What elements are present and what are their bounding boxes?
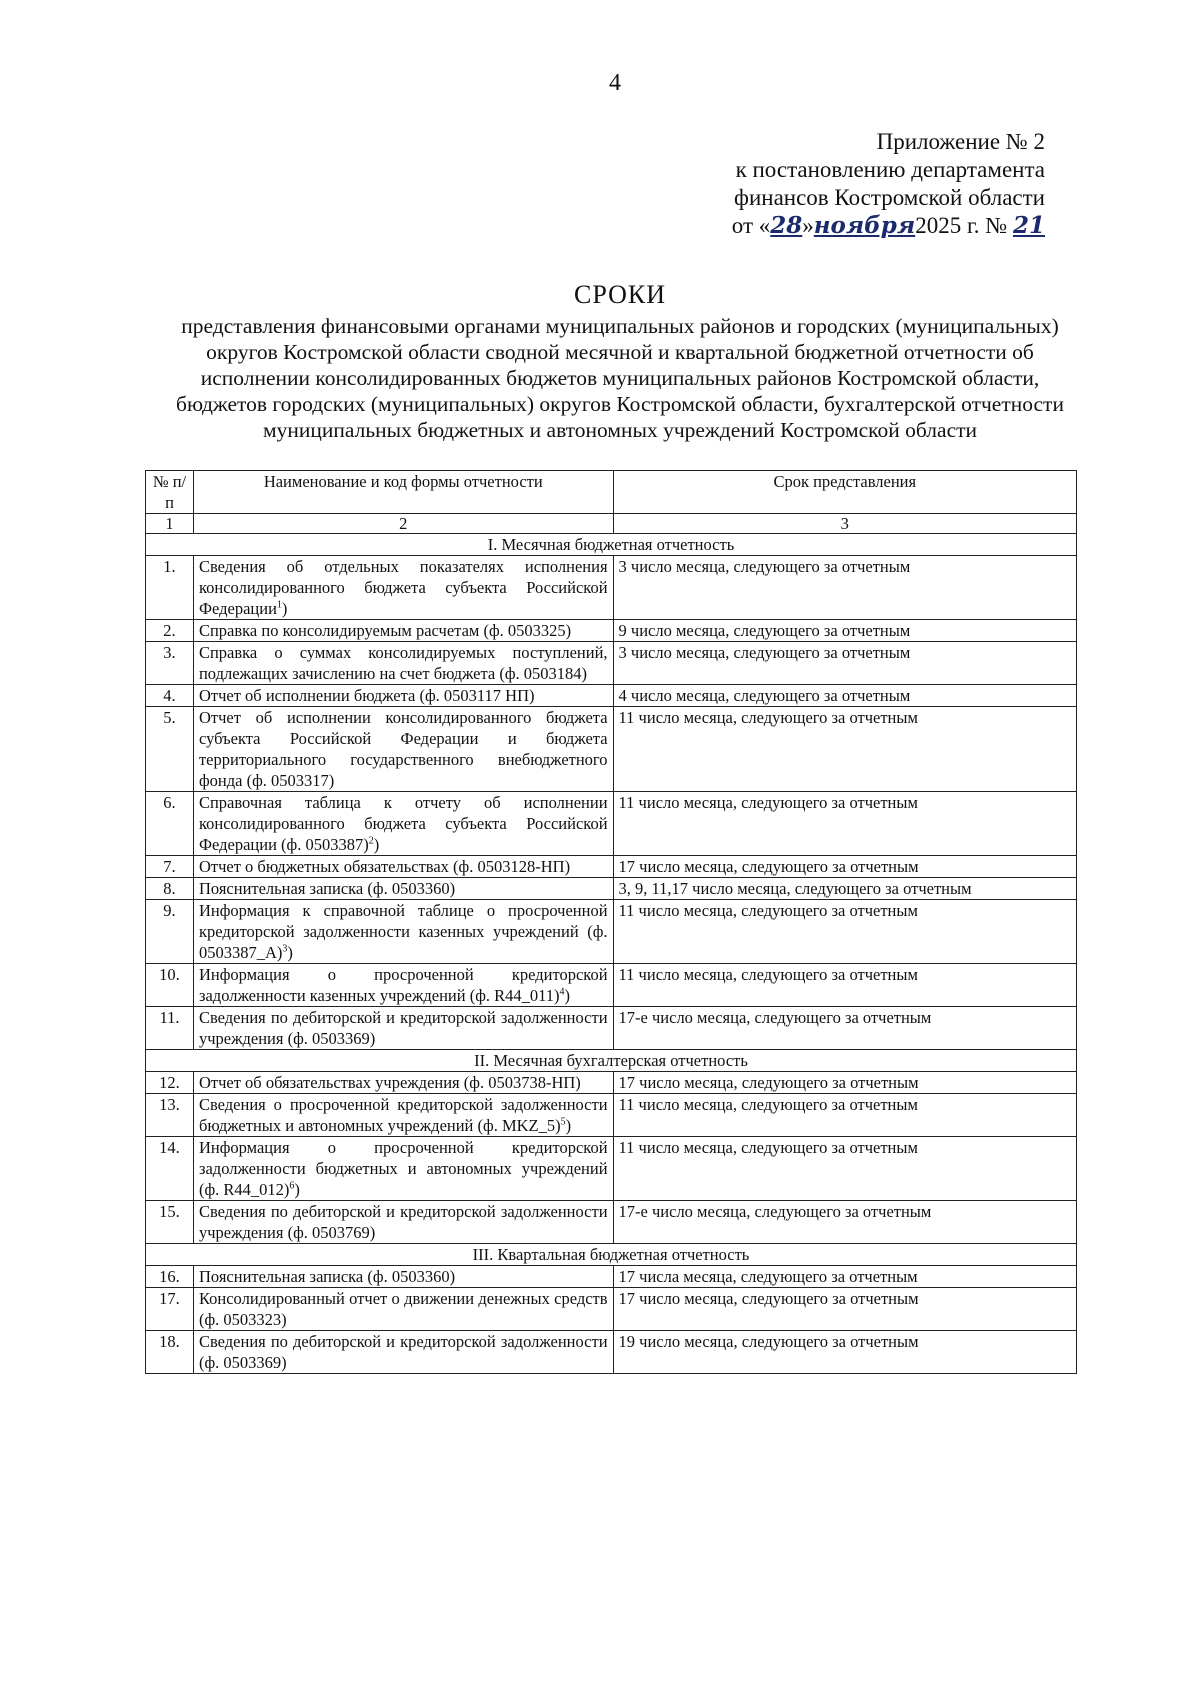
column-index-row: [146, 514, 1077, 534]
closing-paren: ): [294, 1180, 300, 1199]
form-name: Консолидированный отчет о движении денежных средств (ф. 0503323): [198, 1289, 608, 1329]
deadline: 3 число месяца, следующего за отчетным: [613, 642, 1076, 685]
deadline: 19 число месяца, следующего за отчетным: [613, 1331, 1076, 1374]
deadline: 11 число месяца, следующего за отчетным: [613, 1137, 1076, 1201]
table-row: [146, 856, 1077, 878]
closing-paren: ): [281, 599, 288, 618]
footnote-marker: 2: [368, 835, 374, 847]
handwritten-month: ноября: [813, 212, 916, 239]
form-name: Отчет об исполнении бюджета (ф. 0503117 НП): [198, 686, 535, 705]
closing-paren: ): [373, 835, 380, 854]
deadline: 17 числа месяца, следующего за отчетным: [613, 1266, 1076, 1288]
footnote-marker: 1: [276, 599, 282, 611]
form-name-cell: [193, 1288, 613, 1331]
header-deadline: Срок представления: [613, 471, 1076, 514]
deadline: 17-е число месяца, следующего за отчетным: [613, 1007, 1076, 1050]
form-name-cell: [193, 856, 613, 878]
appendix-department: финансов Костромской области: [734, 185, 1045, 210]
form-name: Информация о просроченной кредиторской задолженности бюджетных и автономных учреждений (ф. R44_012): [198, 1138, 608, 1199]
table-body: [146, 534, 1077, 1374]
table-row: [146, 964, 1077, 1007]
document-subtitle: [140, 313, 1100, 443]
form-name: Пояснительная записка (ф. 0503360): [198, 879, 456, 898]
table-row: [146, 900, 1077, 964]
form-name-cell: [193, 1331, 613, 1374]
appendix-reference: к постановлению департамента: [735, 157, 1045, 182]
section-row: [146, 1050, 1077, 1072]
section-row: [146, 1244, 1077, 1266]
section-title: III. Квартальная бюджетная отчетность: [146, 1244, 1077, 1266]
form-name-cell: [193, 792, 613, 856]
table-row: [146, 1266, 1077, 1288]
form-name: Справка по консолидируемым расчетам (ф. 0503325): [198, 621, 572, 640]
form-name: Сведения о просроченной кредиторской задолженности бюджетных и автономных учреждений (ф. MKZ_5): [198, 1095, 608, 1135]
row-number: 5.: [146, 707, 194, 792]
form-name-cell: [193, 1137, 613, 1201]
table-row: [146, 792, 1077, 856]
section-row: [146, 534, 1077, 556]
deadline: 17 число месяца, следующего за отчетным: [613, 1288, 1076, 1331]
form-name: Отчет об исполнении консолидированного бюджета субъекта Российской Федерации и бюджета территориального государственного внебюджетного фонда (ф. 0503317): [198, 708, 608, 790]
row-number: 1.: [146, 556, 194, 620]
form-name: Отчет об обязательствах учреждения (ф. 0503738-НП): [198, 1073, 581, 1092]
deadline: 17 число месяца, следующего за отчетным: [613, 856, 1076, 878]
row-number: 14.: [146, 1137, 194, 1201]
subtitle-line: округов Костромской области сводной месячной и квартальной бюджетной отчетности об: [206, 340, 1034, 364]
row-number: 9.: [146, 900, 194, 964]
row-number: 15.: [146, 1201, 194, 1244]
row-number: 18.: [146, 1331, 194, 1374]
column-index: 1: [146, 514, 194, 534]
appendix-date-line: [690, 212, 1045, 240]
footnote-marker: 4: [559, 986, 565, 998]
closing-paren: ): [564, 986, 571, 1005]
deadline: 17 число месяца, следующего за отчетным: [613, 1072, 1076, 1094]
row-number: 12.: [146, 1072, 194, 1094]
form-name: Сведения об отдельных показателях исполнения консолидированного бюджета субъекта Российской Федерации: [198, 557, 608, 618]
footnote-marker: 6: [289, 1180, 295, 1192]
date-mid: »: [802, 213, 814, 238]
closing-paren: ): [565, 1116, 572, 1135]
date-year: 2025 г. №: [915, 213, 1008, 238]
form-name-cell: [193, 1007, 613, 1050]
deadline: 3 число месяца, следующего за отчетным: [613, 556, 1076, 620]
appendix-title: Приложение № 2: [876, 129, 1045, 154]
form-name-cell: [193, 1201, 613, 1244]
row-number: 3.: [146, 642, 194, 685]
form-name-cell: [193, 642, 613, 685]
form-name: Информация к справочной таблице о просроченной кредиторской задолженности казенных учреждений (ф. 0503387_А): [198, 901, 608, 962]
form-name: Отчет о бюджетных обязательствах (ф. 0503128-НП): [198, 857, 571, 876]
subtitle-line: представления финансовыми органами муниципальных районов и городских (муниципальных): [181, 314, 1059, 338]
subtitle-line: исполнении консолидированных бюджетов муниципальных районов Костромской области,: [200, 366, 1040, 390]
column-index: 2: [193, 514, 613, 534]
table-row: [146, 620, 1077, 642]
form-name-cell: [193, 1094, 613, 1137]
form-name-cell: [193, 878, 613, 900]
column-index: 3: [613, 514, 1076, 534]
header-number: № п/п: [146, 471, 194, 514]
form-name: Справка о суммах консолидируемых поступлений, подлежащих зачислению на счет бюджета (ф. 0503184): [198, 643, 608, 683]
row-number: 11.: [146, 1007, 194, 1050]
deadline: 17-е число месяца, следующего за отчетным: [613, 1201, 1076, 1244]
row-number: 10.: [146, 964, 194, 1007]
table-row: [146, 1072, 1077, 1094]
subtitle-line: муниципальных бюджетных и автономных учреждений Костромской области: [262, 418, 978, 442]
reporting-deadlines-table: [145, 470, 1077, 1374]
form-name: Справочная таблица к отчету об исполнении консолидированного бюджета субъекта Российской Федерации (ф. 0503387): [198, 793, 608, 854]
deadline: 11 число месяца, следующего за отчетным: [613, 707, 1076, 792]
form-name: Сведения по дебиторской и кредиторской задолженности учреждения (ф. 0503369): [198, 1008, 608, 1048]
form-name: Сведения по дебиторской и кредиторской задолженности (ф. 0503369): [198, 1332, 608, 1372]
form-name: Пояснительная записка (ф. 0503360): [198, 1267, 456, 1286]
table-row: [146, 1201, 1077, 1244]
section-title: II. Месячная бухгалтерская отчетность: [146, 1050, 1077, 1072]
footnote-marker: 5: [560, 1116, 566, 1128]
row-number: 4.: [146, 685, 194, 707]
form-name-cell: [193, 685, 613, 707]
deadline: 11 число месяца, следующего за отчетным: [613, 900, 1076, 964]
handwritten-doc-number: 21: [1012, 212, 1045, 239]
form-name-cell: [193, 900, 613, 964]
deadline: 11 число месяца, следующего за отчетным: [613, 964, 1076, 1007]
deadline: 9 число месяца, следующего за отчетным: [613, 620, 1076, 642]
table-row: [146, 1137, 1077, 1201]
form-name-cell: [193, 1266, 613, 1288]
form-name-cell: [193, 620, 613, 642]
row-number: 2.: [146, 620, 194, 642]
row-number: 16.: [146, 1266, 194, 1288]
table-row: [146, 878, 1077, 900]
form-name-cell: [193, 1072, 613, 1094]
deadline: 4 число месяца, следующего за отчетным: [613, 685, 1076, 707]
footnote-marker: 3: [282, 943, 288, 955]
form-name-cell: [193, 556, 613, 620]
table-row: [146, 685, 1077, 707]
row-number: 13.: [146, 1094, 194, 1137]
document-title: СРОКИ: [573, 280, 666, 309]
row-number: 7.: [146, 856, 194, 878]
closing-paren: ): [287, 943, 293, 962]
form-name-cell: [193, 707, 613, 792]
date-prefix: от «: [731, 213, 771, 238]
appendix-header: [690, 128, 1045, 240]
subtitle-line: бюджетов городских (муниципальных) округов Костромской области, бухгалтерской отчетности: [176, 392, 1064, 416]
row-number: 8.: [146, 878, 194, 900]
table-header-row: [146, 471, 1077, 514]
table-row: [146, 707, 1077, 792]
form-name: Информация о просроченной кредиторской задолженности казенных учреждений (ф. R44_011): [198, 965, 608, 1005]
table-row: [146, 1288, 1077, 1331]
table-row: [146, 1007, 1077, 1050]
table-row: [146, 1094, 1077, 1137]
table-row: [146, 556, 1077, 620]
header-form-name: Наименование и код формы отчетности: [193, 471, 613, 514]
row-number: 6.: [146, 792, 194, 856]
form-name-cell: [193, 964, 613, 1007]
table-row: [146, 642, 1077, 685]
handwritten-day: 28: [770, 212, 803, 239]
row-number: 17.: [146, 1288, 194, 1331]
table-row: [146, 1331, 1077, 1374]
form-name: Сведения по дебиторской и кредиторской задолженности учреждения (ф. 0503769): [198, 1202, 608, 1242]
section-title: I. Месячная бюджетная отчетность: [146, 534, 1077, 556]
deadline: 11 число месяца, следующего за отчетным: [613, 1094, 1076, 1137]
deadline: 3, 9, 11,17 число месяца, следующего за отчетным: [613, 878, 1076, 900]
page-number: 4: [609, 70, 621, 96]
deadline: 11 число месяца, следующего за отчетным: [613, 792, 1076, 856]
